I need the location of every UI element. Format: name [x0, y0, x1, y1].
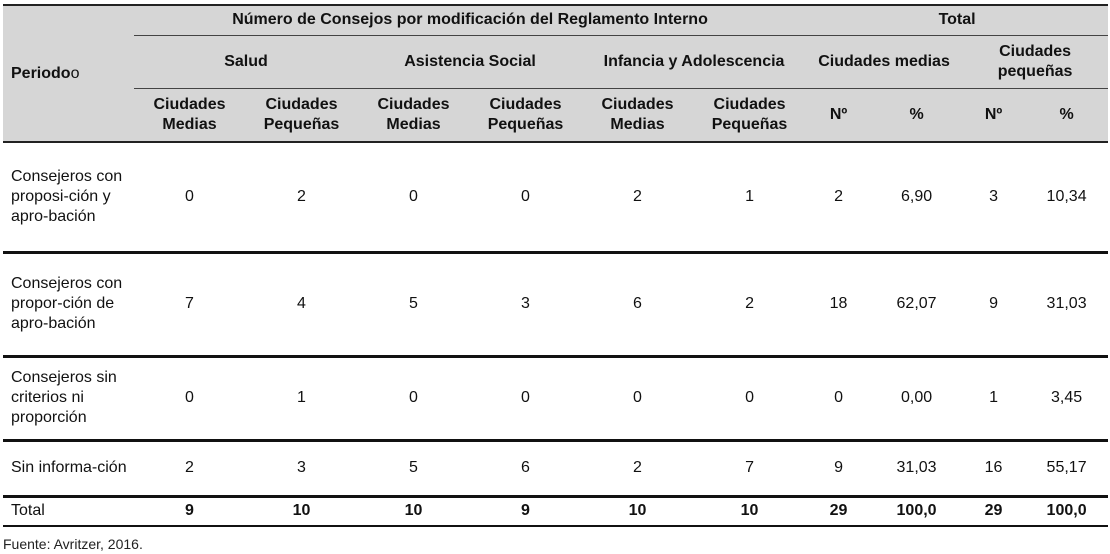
total-group-pequenas: Ciudades pequeñas	[962, 35, 1108, 88]
cell: 29	[806, 496, 871, 526]
data-table	[3, 4, 1108, 527]
cell: 2	[582, 142, 693, 252]
cell: 1	[245, 356, 358, 440]
cell: 0	[469, 142, 582, 252]
cell: 0	[358, 356, 469, 440]
cell: 0	[469, 356, 582, 440]
table-row	[3, 252, 1108, 356]
cell: 0,00	[871, 356, 962, 440]
cell: 0	[806, 356, 871, 440]
cell: 16	[962, 440, 1025, 496]
cell: 5	[358, 440, 469, 496]
cell: 9	[962, 252, 1025, 356]
cell: 3,45	[1025, 356, 1108, 440]
cell: 31,03	[1025, 252, 1108, 356]
sub-header: %	[871, 88, 962, 142]
cell: 3	[469, 252, 582, 356]
cell: 1	[693, 142, 806, 252]
cell: 6	[469, 440, 582, 496]
cell: 18	[806, 252, 871, 356]
cell: 10	[358, 496, 469, 526]
cell: 2	[245, 142, 358, 252]
table-container	[3, 4, 1107, 527]
sub-header: Nº	[962, 88, 1025, 142]
cell: 5	[358, 252, 469, 356]
category-header-salud: Salud	[134, 35, 358, 88]
cell: 55,17	[1025, 440, 1108, 496]
cell: 0	[134, 356, 245, 440]
table-row	[3, 440, 1108, 496]
cell: 0	[358, 142, 469, 252]
category-header-asistencia: Asistencia Social	[358, 35, 582, 88]
sub-header: %	[1025, 88, 1108, 142]
cell: 0	[582, 356, 693, 440]
cell: 100,0	[1025, 496, 1108, 526]
cell: 9	[469, 496, 582, 526]
total-row	[3, 496, 1108, 526]
cell: 3	[245, 440, 358, 496]
cell: 0	[134, 142, 245, 252]
cell: 29	[962, 496, 1025, 526]
cell: 9	[134, 496, 245, 526]
sub-header: Ciudades Medias	[134, 88, 245, 142]
total-header: Total	[806, 5, 1108, 35]
sub-header: Nº	[806, 88, 871, 142]
total-label: Total	[3, 496, 134, 526]
cell: 31,03	[871, 440, 962, 496]
cell: 10	[582, 496, 693, 526]
row-label: Consejeros con proposi-ción y apro-bación	[3, 142, 134, 252]
cell: 100,0	[871, 496, 962, 526]
table-row	[3, 142, 1108, 252]
category-header-infancia: Infancia y Adolescencia	[582, 35, 806, 88]
cell: 6,90	[871, 142, 962, 252]
cell: 9	[806, 440, 871, 496]
cell: 10	[693, 496, 806, 526]
cell: 62,07	[871, 252, 962, 356]
cell: 10,34	[1025, 142, 1108, 252]
cell: 0	[693, 356, 806, 440]
sub-header: Ciudades Medias	[582, 88, 693, 142]
cell: 7	[134, 252, 245, 356]
sub-header: Ciudades Pequeñas	[469, 88, 582, 142]
cell: 2	[582, 440, 693, 496]
source-note: Fuente: Avritzer, 2016.	[3, 536, 143, 552]
row-label: Sin informa-ción	[3, 440, 134, 496]
total-group-medias: Ciudades medias	[806, 35, 962, 88]
sub-header: Ciudades Pequeñas	[693, 88, 806, 142]
row-label: Consejeros sin criterios ni proporción	[3, 356, 134, 440]
row-label: Consejeros con propor-ción de apro-bación	[3, 252, 134, 356]
cell: 2	[693, 252, 806, 356]
sub-header: Ciudades Medias	[358, 88, 469, 142]
cell: 2	[806, 142, 871, 252]
cell: 7	[693, 440, 806, 496]
cell: 4	[245, 252, 358, 356]
table-row	[3, 356, 1108, 440]
periodo-header: Periodoo	[3, 5, 134, 142]
cell: 1	[962, 356, 1025, 440]
cell: 3	[962, 142, 1025, 252]
cell: 6	[582, 252, 693, 356]
cell: 10	[245, 496, 358, 526]
sub-header: Ciudades Pequeñas	[245, 88, 358, 142]
cell: 2	[134, 440, 245, 496]
group-header: Número de Consejos por modificación del Reglamento Interno	[134, 5, 806, 35]
